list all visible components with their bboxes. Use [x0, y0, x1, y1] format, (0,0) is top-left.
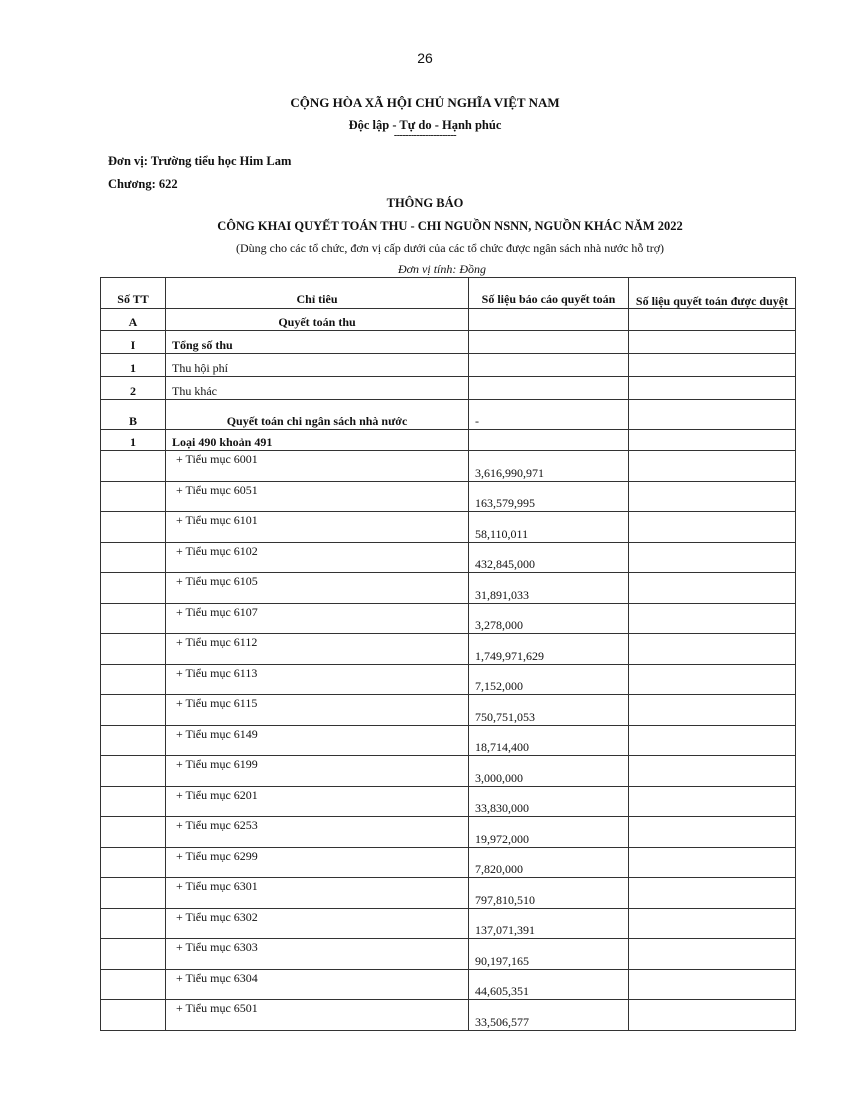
row-reported [469, 377, 629, 400]
row-stt [101, 451, 166, 482]
national-title: CỘNG HÒA XÃ HỘI CHỦ NGHĨA VIỆT NAM [290, 95, 560, 110]
row-reported: 797,810,510 [469, 878, 629, 909]
row-stt: 2 [101, 377, 166, 400]
motto-divider: ---------------------- [393, 130, 457, 141]
row-reported: 163,579,995 [469, 481, 629, 512]
table-row-sub-item [101, 573, 796, 604]
row-reported: 44,605,351 [469, 969, 629, 1000]
page-number: 26 [417, 50, 433, 66]
row-stt [101, 481, 166, 512]
row-approved [629, 847, 796, 878]
row-reported: 90,197,165 [469, 939, 629, 970]
table-row-sub-item [101, 664, 796, 695]
row-label: + Tiểu mục 6301 [166, 878, 469, 909]
row-reported [469, 309, 629, 331]
table-header-row [101, 278, 796, 309]
row-approved [629, 908, 796, 939]
row-reported: - [469, 400, 629, 430]
table-row-sub-item [101, 847, 796, 878]
row-label: + Tiểu mục 6107 [166, 603, 469, 634]
row-label: + Tiểu mục 6112 [166, 634, 469, 665]
row-stt [101, 817, 166, 848]
table-row-sub-item [101, 1000, 796, 1031]
row-reported: 58,110,011 [469, 512, 629, 543]
row-reported: 750,751,053 [469, 695, 629, 726]
column-header-stt: Số TT [101, 278, 166, 309]
row-approved [629, 695, 796, 726]
row-reported [469, 331, 629, 354]
row-stt: 1 [101, 430, 166, 451]
chapter-code: Chương: 622 [108, 177, 178, 191]
notice-heading: THÔNG BÁO [386, 196, 464, 210]
row-stt [101, 847, 166, 878]
row-label: + Tiểu mục 6304 [166, 969, 469, 1000]
row-approved [629, 542, 796, 573]
row-label: + Tiểu mục 6113 [166, 664, 469, 695]
row-reported: 3,616,990,971 [469, 451, 629, 482]
table-row-sub-item [101, 603, 796, 634]
row-stt [101, 908, 166, 939]
row-stt [101, 969, 166, 1000]
row-label: + Tiểu mục 6102 [166, 542, 469, 573]
row-label: + Tiểu mục 6302 [166, 908, 469, 939]
row-reported: 7,820,000 [469, 847, 629, 878]
table-row-membership-fee [101, 354, 796, 377]
row-reported: 3,278,000 [469, 603, 629, 634]
row-approved [629, 1000, 796, 1031]
row-approved [629, 878, 796, 909]
table-row-total-revenue [101, 331, 796, 354]
row-label: + Tiểu mục 6105 [166, 573, 469, 604]
unit-name: Đơn vị: Trường tiểu học Him Lam [108, 154, 292, 168]
row-approved [629, 354, 796, 377]
table-row-sub-item [101, 756, 796, 787]
row-stt [101, 786, 166, 817]
row-reported: 19,972,000 [469, 817, 629, 848]
table-row-sub-item [101, 542, 796, 573]
row-reported: 137,071,391 [469, 908, 629, 939]
row-approved [629, 451, 796, 482]
document-subtitle: (Dùng cho các tổ chức, đơn vị cấp dưới của các tổ chức được ngân sách nhà nước hỗ trợ) [235, 241, 665, 255]
row-approved [629, 969, 796, 1000]
row-label: + Tiểu mục 6299 [166, 847, 469, 878]
table-row-sub-item [101, 908, 796, 939]
row-reported [469, 430, 629, 451]
table-row-sub-item [101, 481, 796, 512]
table-row-sub-item [101, 878, 796, 909]
document-title: CÔNG KHAI QUYẾT TOÁN THU - CHI NGUỒN NSNN, NGUỒN KHÁC NĂM 2022 [217, 219, 683, 233]
column-header-reported: Số liệu báo cáo quyết toán [469, 278, 629, 309]
row-approved [629, 725, 796, 756]
row-label: + Tiểu mục 6501 [166, 1000, 469, 1031]
row-reported: 3,000,000 [469, 756, 629, 787]
table-row-sub-item [101, 939, 796, 970]
table-row-sub-item [101, 634, 796, 665]
row-stt [101, 939, 166, 970]
row-approved [629, 512, 796, 543]
row-reported: 31,891,033 [469, 573, 629, 604]
row-stt [101, 1000, 166, 1031]
settlement-table [100, 277, 796, 1031]
row-approved [629, 430, 796, 451]
row-label: + Tiểu mục 6199 [166, 756, 469, 787]
table-row-sub-item [101, 969, 796, 1000]
row-approved [629, 786, 796, 817]
row-label: Tổng số thu [166, 331, 469, 354]
row-reported: 432,845,000 [469, 542, 629, 573]
row-label: Quyết toán thu [166, 309, 469, 331]
row-approved [629, 400, 796, 430]
row-label: + Tiểu mục 6201 [166, 786, 469, 817]
row-approved [629, 664, 796, 695]
row-stt [101, 725, 166, 756]
row-approved [629, 817, 796, 848]
row-stt [101, 664, 166, 695]
row-label: + Tiểu mục 6115 [166, 695, 469, 726]
row-approved [629, 634, 796, 665]
row-stt [101, 512, 166, 543]
row-stt [101, 603, 166, 634]
row-approved [629, 939, 796, 970]
row-reported: 33,830,000 [469, 786, 629, 817]
row-stt: 1 [101, 354, 166, 377]
row-stt: B [101, 400, 166, 430]
table-row-sub-item [101, 725, 796, 756]
national-motto: Độc lập - Tự do - Hạnh phúc [348, 118, 502, 132]
row-reported [469, 354, 629, 377]
currency-unit: Đơn vị tính: Đồng [397, 262, 487, 276]
row-approved [629, 309, 796, 331]
row-reported: 1,749,971,629 [469, 634, 629, 665]
row-approved [629, 481, 796, 512]
row-label: Thu khác [166, 377, 469, 400]
row-stt [101, 542, 166, 573]
row-reported: 18,714,400 [469, 725, 629, 756]
table-row-category-490 [101, 430, 796, 451]
table-row-sub-item [101, 817, 796, 848]
row-stt: I [101, 331, 166, 354]
row-stt: A [101, 309, 166, 331]
row-label: + Tiểu mục 6001 [166, 451, 469, 482]
row-label: Quyết toán chi ngân sách nhà nước [166, 400, 469, 430]
row-label: + Tiểu mục 6149 [166, 725, 469, 756]
row-approved [629, 331, 796, 354]
table-row-sub-item [101, 695, 796, 726]
table-row-sub-item [101, 512, 796, 543]
table-row-section-a [101, 309, 796, 331]
row-approved [629, 603, 796, 634]
column-header-indicator: Chỉ tiêu [166, 278, 469, 309]
row-stt [101, 634, 166, 665]
row-label: + Tiểu mục 6303 [166, 939, 469, 970]
row-label: Loại 490 khoản 491 [166, 430, 469, 451]
table-row-section-b [101, 400, 796, 430]
row-stt [101, 573, 166, 604]
row-label: Thu hội phí [166, 354, 469, 377]
row-stt [101, 878, 166, 909]
row-label: + Tiểu mục 6101 [166, 512, 469, 543]
row-reported: 7,152,000 [469, 664, 629, 695]
row-stt [101, 756, 166, 787]
row-label: + Tiểu mục 6051 [166, 481, 469, 512]
row-stt [101, 695, 166, 726]
row-approved [629, 573, 796, 604]
table-row-sub-item [101, 451, 796, 482]
column-header-approved: Số liệu quyết toán được duyệt [629, 278, 796, 309]
row-approved [629, 377, 796, 400]
row-reported: 33,506,577 [469, 1000, 629, 1031]
row-approved [629, 756, 796, 787]
row-label: + Tiểu mục 6253 [166, 817, 469, 848]
table-row-other-revenue [101, 377, 796, 400]
table-row-sub-item [101, 786, 796, 817]
